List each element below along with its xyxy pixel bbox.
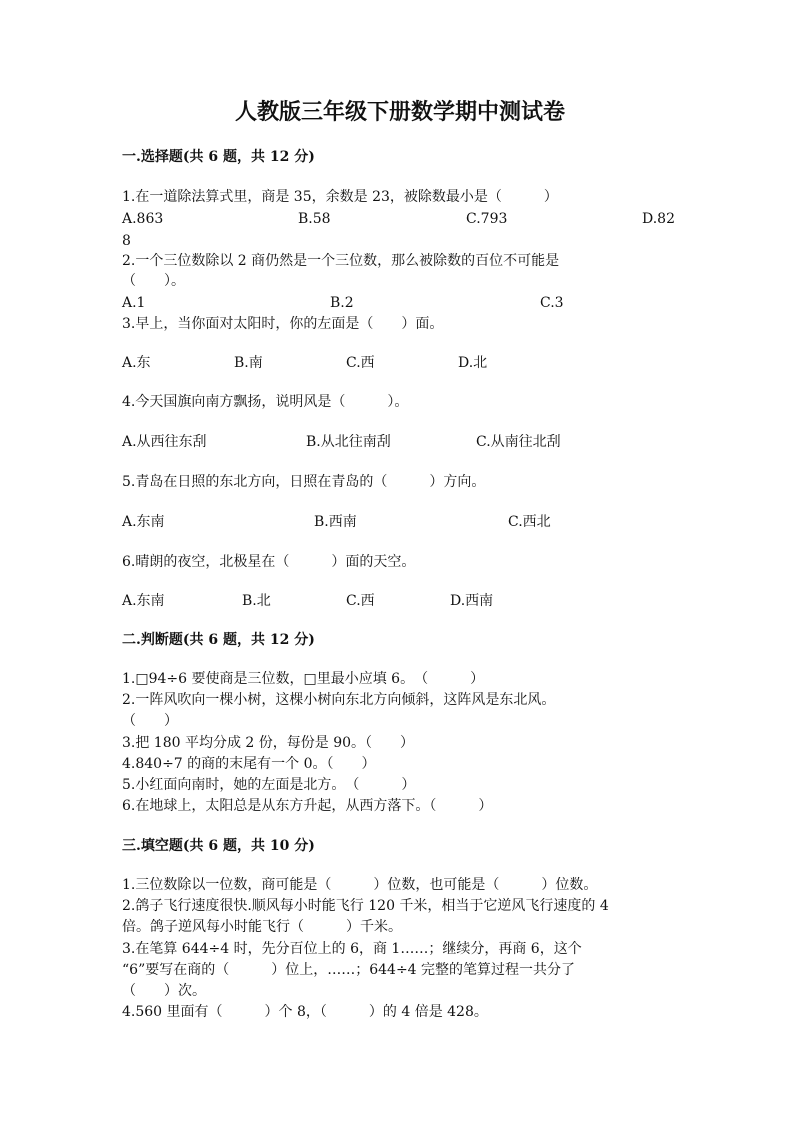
- option-a: A.1: [122, 295, 146, 311]
- question-text-cont: 倍。鸽子逆风每小时能飞行（ ）千米。: [122, 919, 402, 935]
- question-text: 6.晴朗的夜空，北极星在（ ）面的天空。: [122, 554, 416, 570]
- question-text: 3.把 180 平均分成 2 份，每份是 90。（ ）: [122, 735, 415, 751]
- question-text: 5.青岛在日照的东北方向，日照在青岛的（ ）方向。: [122, 474, 486, 490]
- question-text: 3.早上，当你面对太阳时，你的左面是（ ）面。: [122, 316, 444, 332]
- option-a: A.东南: [122, 593, 165, 609]
- option-b: B.从北往南刮: [306, 434, 391, 450]
- option-c: C.793: [466, 211, 508, 227]
- option-b: B.北: [242, 593, 271, 609]
- section-heading-judgment: 二.判断题(共 6 题，共 12 分): [122, 632, 315, 648]
- option-c: C.3: [540, 295, 564, 311]
- question-text: 2.一阵风吹向一棵小树，这棵小树向东北方向倾斜，这阵风是东北风。: [122, 692, 556, 708]
- section-heading-fill: 三.填空题(共 6 题，共 10 分): [122, 838, 315, 854]
- question-text-cont: （ ）次。: [122, 983, 206, 999]
- question-text: 6.在地球上，太阳总是从东方升起，从西方落下。（ ）: [122, 798, 493, 814]
- option-b: B.南: [234, 355, 263, 371]
- question-text: 2.鸽子飞行速度很快.顺风每小时能飞行 120 千米，相当于它逆风飞行速度的 4: [122, 898, 609, 914]
- question-text: 3.在笔算 644÷4 时，先分百位上的 6，商 1……；继续分，再商 6，这个: [122, 941, 582, 957]
- option-b: B.58: [298, 211, 331, 227]
- option-c: C.西: [346, 593, 375, 609]
- option-c: C.西: [346, 355, 375, 371]
- question-text: 1.在一道除法算式里，商是 35，余数是 23，被除数最小是（ ）: [122, 189, 558, 205]
- question-text-cont: “6”要写在商的（ ）位上，……；644÷4 完整的笔算过程一共分了: [122, 962, 576, 978]
- page-title: 人教版三年级下册数学期中测试卷: [234, 99, 565, 125]
- question-text: 4.840÷7 的商的末尾有一个 0。（ ）: [122, 756, 376, 772]
- option-d: D.82: [642, 211, 675, 227]
- option-a: A.863: [122, 211, 164, 227]
- option-b: B.2: [330, 295, 354, 311]
- question-text: 2.一个三位数除以 2 商仍然是一个三位数，那么被除数的百位不可能是: [122, 253, 560, 269]
- option-d: D.北: [458, 355, 488, 371]
- option-c: C.西北: [508, 514, 551, 530]
- section-heading-choice: 一.选择题(共 6 题，共 12 分): [122, 149, 315, 165]
- option-c: C.从南往北刮: [476, 434, 561, 450]
- option-a: A.东: [122, 355, 151, 371]
- question-text-cont: （ ）: [122, 713, 178, 729]
- option-wrap: 8: [122, 233, 131, 249]
- question-text-cont: （ ）。: [122, 273, 185, 289]
- question-text: 1.□94÷6 要使商是三位数，□里最小应填 6。 （ ）: [122, 671, 485, 687]
- question-text: 1.三位数除以一位数，商可能是（ ）位数，也可能是（ ）位数。: [122, 877, 598, 893]
- option-a: A.从西往东刮: [122, 434, 207, 450]
- option-a: A.东南: [122, 514, 165, 530]
- question-text: 4.560 里面有（ ）个 8，（ ）的 4 倍是 428。: [122, 1004, 488, 1020]
- question-text: 5.小红面向南时，她的左面是北方。 （ ）: [122, 777, 416, 793]
- option-b: B.西南: [314, 514, 357, 530]
- option-d: D.西南: [450, 593, 494, 609]
- question-text: 4.今天国旗向南方飘扬，说明风是（ ）。: [122, 394, 409, 410]
